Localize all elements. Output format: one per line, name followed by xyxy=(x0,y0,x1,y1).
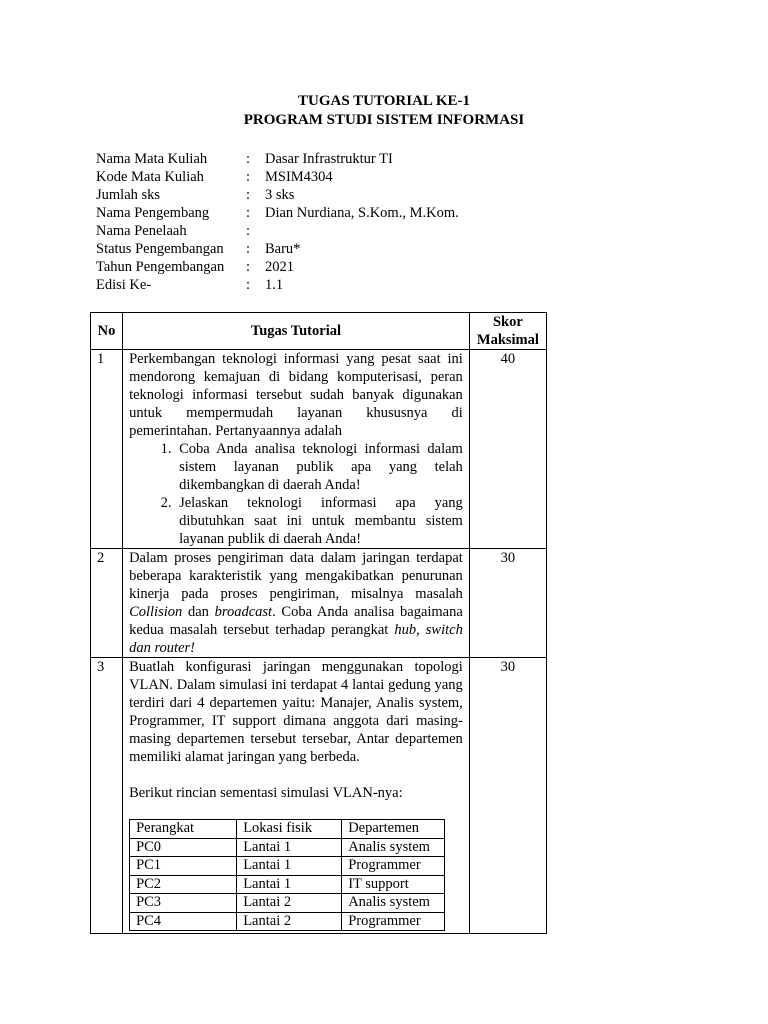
task-text-part: Dalam proses pengiriman data dalam jaringan terdapat beberapa karakteristik yang mengakibatkan penurunan kinerja pada proses pengiriman, misalnya masalah xyxy=(129,550,463,602)
table-row xyxy=(91,350,547,549)
task-content xyxy=(123,549,470,658)
task-text: Buatlah konfigurasi jaringan menggunakan topologi VLAN. Dalam simulasi ini terdapat 4 lantai gedung yang terdiri dari 4 departemen yaitu: Manajer, Analis system, Programmer, IT support dimana anggota dari masing-masing departemen tersebut tersebar, Antar departemen memiliki alamat jaringan yang berbeda. xyxy=(129,659,463,765)
vlan-row xyxy=(130,912,445,931)
meta-colon: : xyxy=(246,277,251,293)
meta-row xyxy=(96,240,459,258)
task-number: 2 xyxy=(91,549,123,658)
meta-row xyxy=(96,168,459,186)
task-content xyxy=(123,350,470,549)
term-hub: hub xyxy=(394,622,417,638)
meta-label: Edisi Ke- xyxy=(96,277,152,293)
vlan-header-cell: Perangkat xyxy=(130,820,237,839)
header-score-line1: Skor xyxy=(492,314,523,330)
question-item: 1. Coba Anda analisa teknologi informasi dalam sistem layanan publik apa yang telah dikembangkan di daerah Anda! xyxy=(175,440,463,494)
vlan-header-row xyxy=(130,820,445,839)
meta-row xyxy=(96,276,459,294)
table-row xyxy=(91,658,547,934)
meta-colon: : xyxy=(246,151,251,167)
header-no: No xyxy=(91,313,123,350)
meta-label: Kode Mata Kuliah xyxy=(96,169,204,185)
meta-row xyxy=(96,222,459,240)
task-intro: Perkembangan teknologi informasi yang pesat saat ini mendorong kemajuan di bidang komputerisasi, peran teknologi informasi tersebut sudah banyak digunakan untuk mempermudah layanan khususnya di pemerintahan. Pertanyaannya adalah xyxy=(129,351,463,439)
vlan-cell: Lantai 1 xyxy=(237,875,342,894)
vlan-row xyxy=(130,875,445,894)
task-score: 40 xyxy=(469,350,546,549)
task-text xyxy=(129,549,463,657)
document-title: TUGAS TUTORIAL KE-1 xyxy=(298,93,470,109)
meta-colon: : xyxy=(246,187,251,203)
meta-value: 3 sks xyxy=(265,187,295,203)
task-text-part: dan xyxy=(182,604,215,620)
header-score xyxy=(469,313,546,350)
vlan-header-cell: Departemen xyxy=(342,820,445,839)
meta-value: 1.1 xyxy=(265,277,284,293)
term-switch-router: switch dan router! xyxy=(129,622,463,656)
meta-value: Dasar Infrastruktur TI xyxy=(265,151,393,167)
vlan-cell: PC1 xyxy=(130,857,237,876)
task-number: 3 xyxy=(91,658,123,934)
vlan-cell: Lantai 2 xyxy=(237,894,342,913)
meta-colon: : xyxy=(246,259,251,275)
course-info xyxy=(96,150,459,294)
question-list xyxy=(129,440,463,548)
vlan-cell: IT support xyxy=(342,875,445,894)
meta-label: Tahun Pengembangan xyxy=(96,259,225,275)
meta-value: 2021 xyxy=(265,259,294,275)
task-text-part: , xyxy=(416,622,426,638)
vlan-row xyxy=(130,857,445,876)
vlan-intro-text: Berikut rincian sementasi simulasi VLAN-nya: xyxy=(129,785,403,801)
vlan-table xyxy=(129,819,445,931)
vlan-cell: Analis system xyxy=(342,838,445,857)
tutorial-task-table xyxy=(90,312,547,934)
meta-label: Nama Pengembang xyxy=(96,205,210,221)
task-text-part: . Coba Anda analisa bagaimana kedua masalah tersebut terhadap perangkat xyxy=(129,604,463,638)
vlan-cell: PC2 xyxy=(130,875,237,894)
vlan-cell: Programmer xyxy=(342,912,445,931)
table-row xyxy=(91,549,547,658)
meta-row xyxy=(96,204,459,222)
meta-colon: : xyxy=(246,241,251,257)
meta-label: Status Pengembangan xyxy=(96,241,224,257)
term-collision: Collision xyxy=(129,604,183,620)
meta-label: Nama Penelaah xyxy=(96,223,187,239)
vlan-row xyxy=(130,838,445,857)
vlan-cell: PC0 xyxy=(130,838,237,857)
task-score: 30 xyxy=(469,549,546,658)
meta-label: Nama Mata Kuliah xyxy=(96,151,208,167)
header-score-line2: Maksimal xyxy=(476,332,539,348)
meta-colon: : xyxy=(246,205,251,221)
vlan-cell: PC4 xyxy=(130,912,237,931)
meta-value: Dian Nurdiana, S.Kom., M.Kom. xyxy=(265,205,459,221)
meta-colon: : xyxy=(246,169,251,185)
document-subtitle: PROGRAM STUDI SISTEM INFORMASI xyxy=(243,112,525,128)
meta-row xyxy=(96,186,459,204)
vlan-cell: Lantai 2 xyxy=(237,912,342,931)
vlan-row xyxy=(130,894,445,913)
table-header-row xyxy=(91,313,547,350)
vlan-cell: Lantai 1 xyxy=(237,838,342,857)
vlan-header-cell: Lokasi fisik xyxy=(237,820,342,839)
header-task: Tugas Tutorial xyxy=(123,313,470,350)
meta-row xyxy=(96,150,459,168)
vlan-cell: Programmer xyxy=(342,857,445,876)
meta-value: MSIM4304 xyxy=(265,169,333,185)
vlan-cell: PC3 xyxy=(130,894,237,913)
task-number: 1 xyxy=(91,350,123,549)
paragraph-spacer xyxy=(129,766,463,784)
vlan-cell: Analis system xyxy=(342,894,445,913)
meta-label: Jumlah sks xyxy=(96,187,161,203)
term-broadcast: broadcast xyxy=(214,604,273,620)
meta-row xyxy=(96,258,459,276)
vlan-cell: Lantai 1 xyxy=(237,857,342,876)
question-item: 2. Jelaskan teknologi informasi apa yang dibutuhkan saat ini untuk membantu sistem layanan publik di daerah Anda! xyxy=(175,494,463,548)
meta-colon: : xyxy=(246,223,251,239)
task-content xyxy=(123,658,470,934)
meta-value: Baru* xyxy=(265,241,301,257)
task-score: 30 xyxy=(469,658,546,934)
